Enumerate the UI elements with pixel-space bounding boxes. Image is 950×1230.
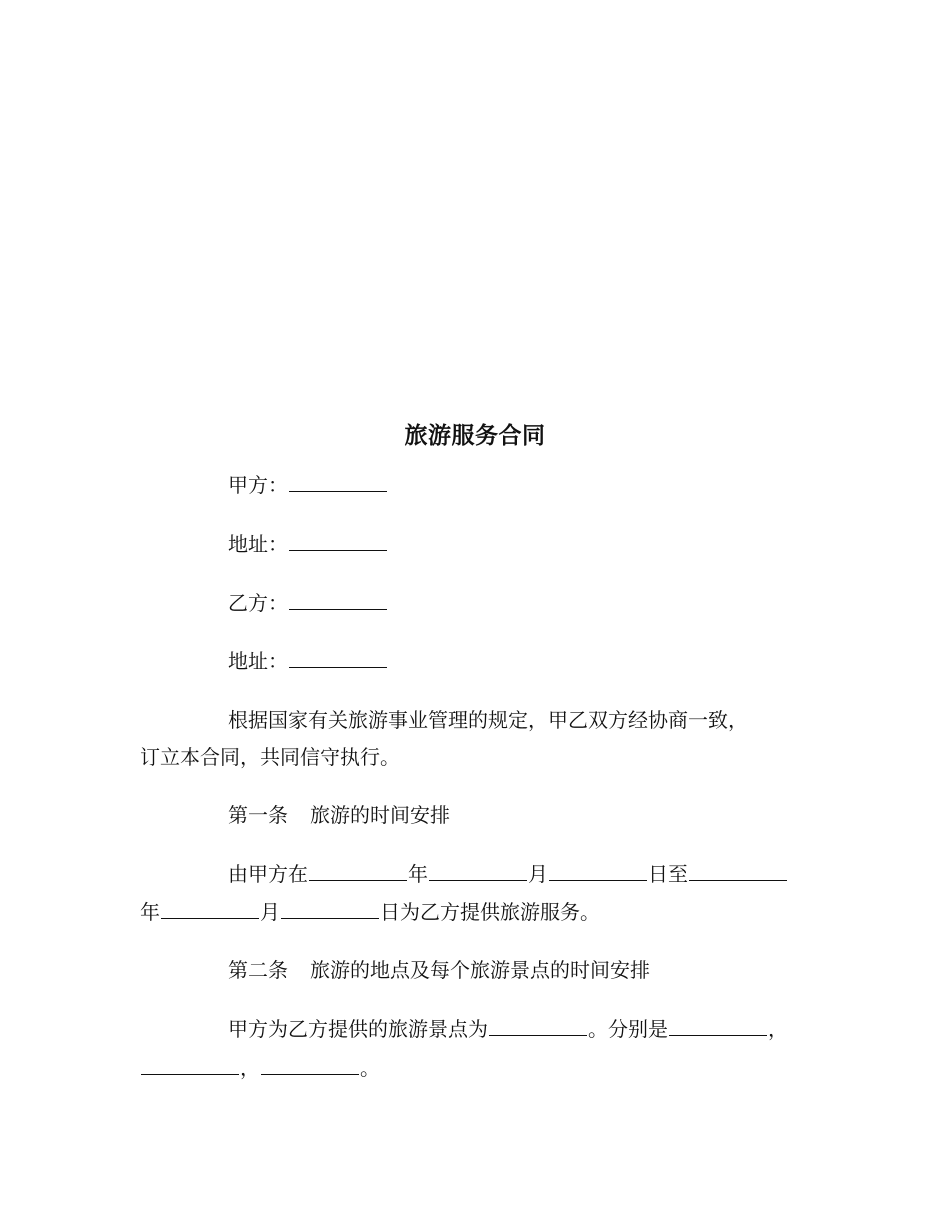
article-1-text-segment: 年	[140, 900, 160, 924]
article-2-text-line-1	[228, 1014, 788, 1044]
preamble-line-1: 根据国家有关旅游事业管理的规定，甲乙双方经协商一致，	[228, 708, 748, 732]
article-2-text-segment: 甲方为乙方提供的旅游景点为	[228, 1017, 488, 1041]
article-1-text-segment: 由甲方在	[228, 862, 308, 886]
article-1-heading	[228, 800, 450, 830]
party-b-line	[228, 588, 388, 618]
article-1-text-line-1	[228, 859, 788, 889]
party-a-address-blank	[289, 530, 387, 551]
article-1-text-line-2	[140, 897, 600, 927]
spot-2-blank	[141, 1054, 239, 1075]
party-a-blank	[289, 471, 387, 492]
start-day-blank	[549, 860, 647, 881]
article-2-text-segment: 。分别是	[588, 1017, 668, 1041]
spot-count-blank	[489, 1015, 587, 1036]
party-a-label: 甲方：	[228, 473, 288, 497]
article-1-text-segment: 月	[260, 900, 280, 924]
spot-1-blank	[669, 1015, 767, 1036]
party-a-line	[228, 470, 388, 500]
article-1-text-segment: 月	[528, 862, 548, 886]
end-month-blank-a	[161, 898, 259, 919]
end-year-blank	[689, 860, 787, 881]
article-2-number: 第二条	[228, 958, 288, 982]
article-2-text-segment: 。	[360, 1056, 380, 1080]
article-2-heading	[228, 955, 650, 985]
document-title: 旅游服务合同	[404, 422, 546, 449]
article-1-number: 第一条	[228, 803, 288, 827]
preamble-line-2: 订立本合同，共同信守执行。	[140, 745, 400, 769]
party-b-address-blank	[289, 647, 387, 668]
party-b-address-label: 地址：	[228, 649, 288, 673]
party-b-label: 乙方：	[228, 591, 288, 615]
article-1-text-segment: 日为乙方提供旅游服务。	[380, 900, 600, 924]
article-2-text-segment: ，	[240, 1056, 260, 1080]
article-1-title: 旅游的时间安排	[310, 803, 450, 827]
article-1-text-segment: 年	[408, 862, 428, 886]
party-a-address-line	[228, 529, 388, 559]
party-b-blank	[289, 589, 387, 610]
party-b-address-line	[228, 646, 388, 676]
end-day-blank	[281, 898, 379, 919]
article-1-text-segment: 日至	[648, 862, 688, 886]
party-a-address-label: 地址：	[228, 532, 288, 556]
start-month-blank	[429, 860, 527, 881]
article-2-text-segment: ，	[768, 1017, 788, 1041]
article-2-title: 旅游的地点及每个旅游景点的时间安排	[310, 958, 650, 982]
start-year-blank	[309, 860, 407, 881]
article-2-text-line-2	[140, 1053, 380, 1083]
spot-3-blank	[261, 1054, 359, 1075]
